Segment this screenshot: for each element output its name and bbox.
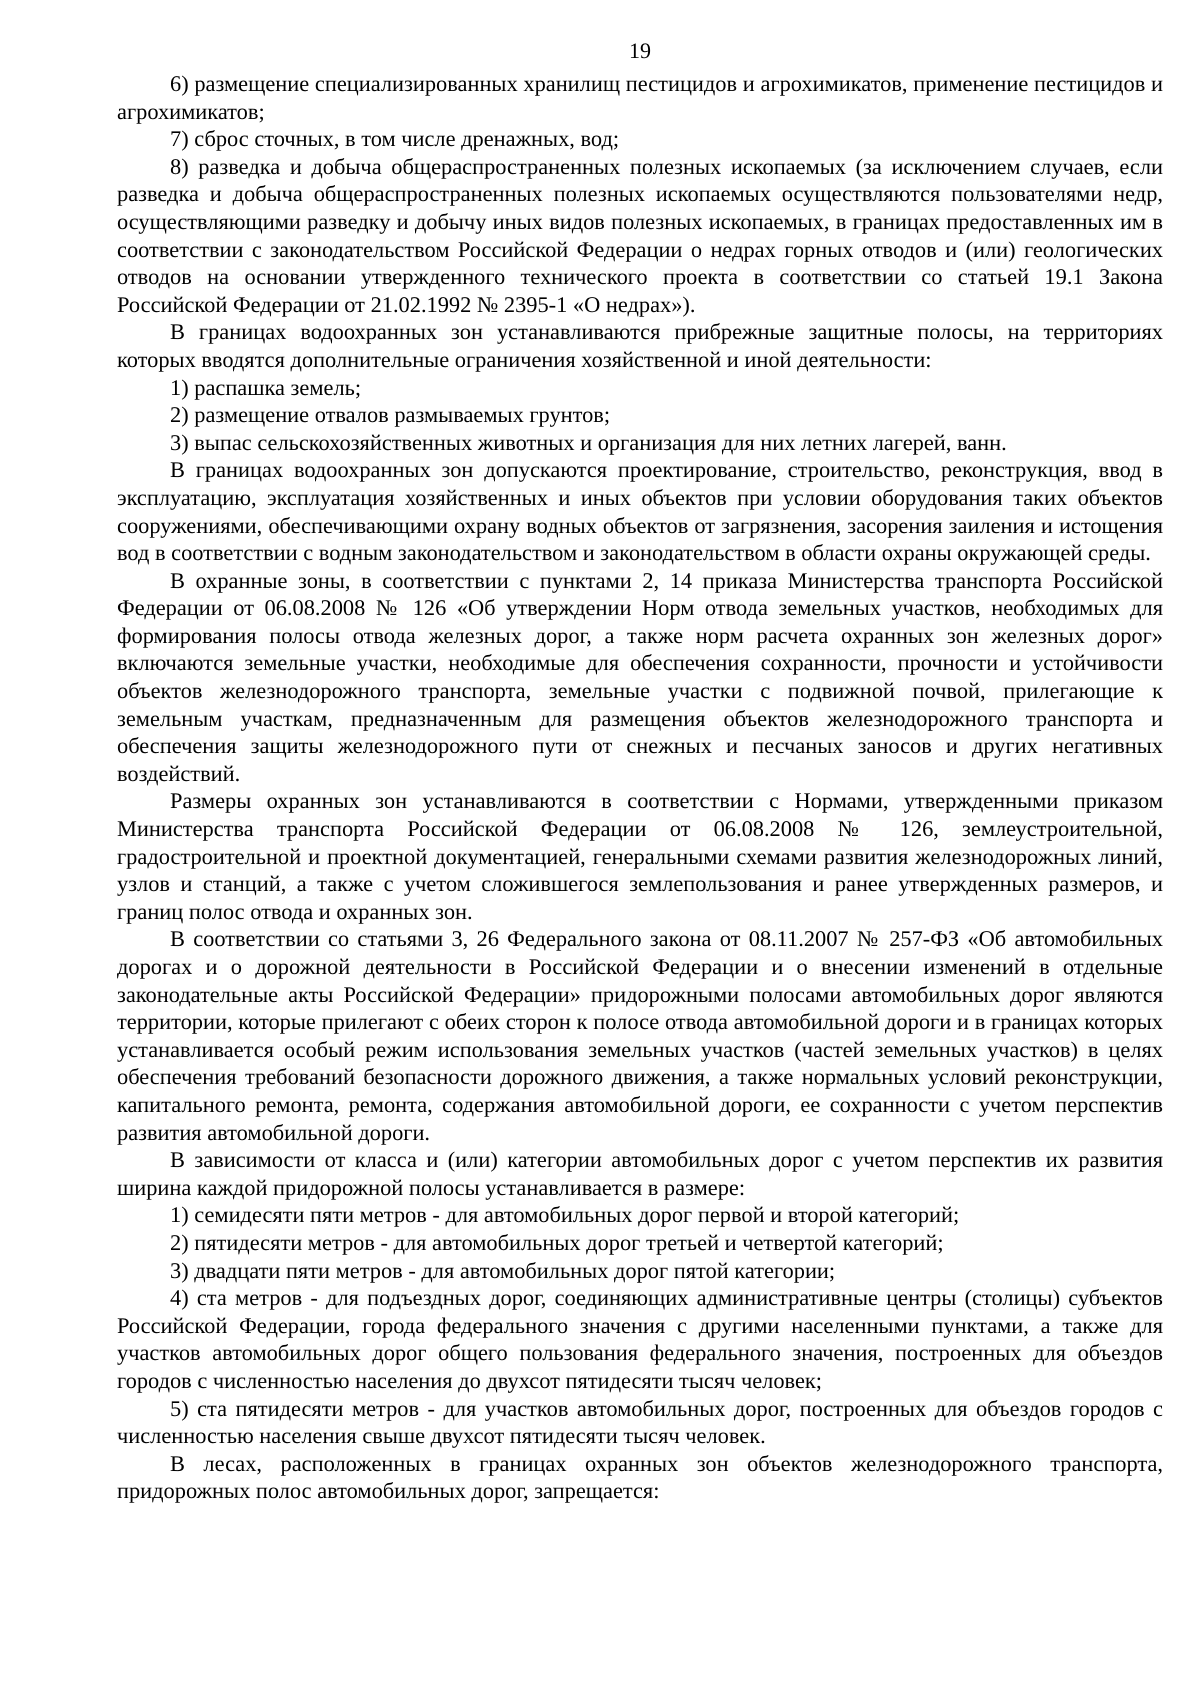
paragraph-width-25m: 3) двадцати пяти метров - для автомобильных дорог пятой категории; [170, 1257, 836, 1283]
paragraph-item-2-dumps: 2) размещение отвалов размываемых грунтов; [170, 402, 611, 428]
paragraph-coastal-protection-strips: В границах водоохранных зон устанавливаются прибрежные защитные полосы, на территориях которых вводятся дополнительные ограничения хозяйственной и иной деятельности: [117, 319, 1163, 372]
paragraph-item-8-mineral-extraction: 8) разведка и добыча общераспространенных полезных ископаемых (за исключением случаев, если разведка и добыча общераспространенных полезных ископаемых осуществляются пользователями недр, осуществляющими разведку и добычу иных видов полезных ископаемых, в границах предоставленных им в соответствии с законодательством Российской Федерации о недрах горных отводов и (или) геологических отводов на основании утвержденного технического проекта в соответствии со статьей 19.1 Закона Российской Федерации от 21.02.1992 № 2395-1 «О недрах»). [117, 153, 1163, 317]
page-number: 19 [629, 38, 651, 63]
paragraph-railway-protection-zones: В охранные зоны, в соответствии с пунктами 2, 14 приказа Министерства транспорта Российской Федерации от 06.08.2008 № 126 «Об утверждении Норм отвода земельных участков, необходимых для формирования полосы отвода железных дорог, а также норм расчета охранных зон железных дорог» включаются земельные участки, необходимые для обеспечения сохранности, прочности и устойчивости объектов железнодорожного транспорта, земельные участки с подвижной почвой, прилегающие к земельным участкам, предназначенным для размещения объектов железнодорожного транспорта и обеспечения защиты железнодорожного пути от снежных и песчаных заносов и других негативных воздействий. [117, 567, 1163, 786]
paragraph-roadside-strip-width: В зависимости от класса и (или) категории автомобильных дорог с учетом перспектив их развития ширина каждой придорожной полосы устанавливается в размере: [117, 1147, 1163, 1200]
paragraph-item-1-plowing: 1) распашка земель; [170, 374, 362, 400]
paragraph-water-protection-construction: В границах водоохранных зон допускаются проектирование, строительство, реконструкция, ввод в эксплуатацию, эксплуатация хозяйственных и иных объектов при условии оборудования таких объектов сооружениями, обеспечивающими охрану водных объектов от загрязнения, засорения заиления и истощения вод в соответствии с водным законодательством и законодательством в области охраны окружающей среды. [117, 457, 1163, 566]
paragraph-width-100m: 4) ста метров - для подъездных дорог, соединяющих административные центры (столицы) субъектов Российской Федерации, города федерального значения с другими населенными пунктами, а также для участков автомобильных дорог общего пользования федерального значения, построенных для объездов городов с численностью населения до двухсот пятидесяти тысяч человек; [117, 1285, 1163, 1393]
paragraph-item-7-wastewater: 7) сброс сточных, в том числе дренажных, вод; [170, 126, 620, 152]
paragraph-roadside-strips-law: В соответствии со статьями 3, 26 Федерального закона от 08.11.2007 № 257-ФЗ «Об автомобильных дорогах и о дорожной деятельности в Российской Федерации и о внесении изменений в отдельные законодательные акты Российской Федерации» придорожными полосами автомобильных дорог являются территории, которые прилегают с обеих сторон к полосе отвода автомобильной дороги и в границах которых устанавливается особый режим использования земельных участков (частей земельных участков) в целях обеспечения требований безопасности дорожного движения, а также нормальных условий реконструкции, капитального ремонта, ремонта, содержания автомобильной дороги, ее сохранности с учетом перспектив развития автомобильной дороги. [117, 926, 1163, 1145]
paragraph-width-50m: 2) пятидесяти метров - для автомобильных дорог третьей и четвертой категорий; [170, 1229, 944, 1255]
paragraph-width-150m: 5) ста пятидесяти метров - для участков автомобильных дорог, построенных для объездов городов с численностью населения свыше двухсот пятидесяти тысяч человек. [117, 1395, 1163, 1449]
paragraph-protection-zone-sizes: Размеры охранных зон устанавливаются в соответствии с Нормами, утвержденными приказом Министерства транспорта Российской Федерации от 06.08.2008 № 126, землеустроительной, градостроительной и проектной документацией, генеральными схемами развития железнодорожных линий, узлов и станций, а также с учетом сложившегося землепользования и ранее утвержденных размеров, и границ полос отвода и охранных зон. [117, 788, 1163, 924]
paragraph-forests-prohibited: В лесах, расположенных в границах охранных зон объектов железнодорожного транспорта, придорожных полос автомобильных дорог, запрещается: [117, 1450, 1163, 1504]
paragraph-width-75m: 1) семидесяти пяти метров - для автомобильных дорог первой и второй категорий; [170, 1202, 960, 1228]
document-page [117, 36, 1163, 1505]
paragraph-item-6-pesticides: 6) размещение специализированных хранилищ пестицидов и агрохимикатов, применение пестицидов и агрохимикатов; [117, 71, 1163, 124]
paragraph-item-3-grazing: 3) выпас сельскохозяйственных животных и организация для них летних лагерей, ванн. [170, 429, 1007, 455]
